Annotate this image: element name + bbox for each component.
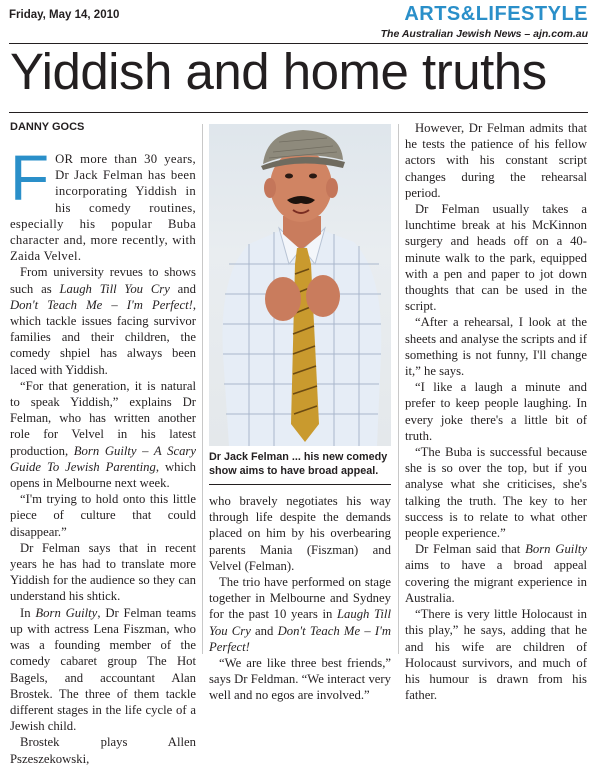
headline-rule — [9, 112, 588, 113]
paragraph: In Born Guilty, Dr Felman teams up with actress Lena Fiszman, who was a founding member of the comedy cabaret group The Hot Bagels, and accountant Alan Brostek. The three of them tackle different stages in the life cycle of a Jewish child. — [10, 605, 197, 734]
paragraph: “The Buba is successful because she is so over the top, but if you analyse what she criticises, she's talking the truth. The key to her success is to relate to what other people experience.” — [405, 445, 587, 541]
publication-line: The Australian Jewish News – ajn.com.au — [380, 28, 588, 40]
caption-rule — [209, 484, 391, 485]
photo-jack-felman — [209, 124, 391, 446]
column-2 — [209, 493, 391, 704]
man-portrait-illustration — [209, 124, 391, 446]
paragraph: “I'm trying to hold onto this little piece of culture that could disappear.” — [10, 492, 196, 539]
issue-date: Friday, May 14, 2010 — [9, 9, 120, 21]
paragraph: who bravely negotiates his way through life despite the demands placed on him by his overbearing parents Mania (Fiszman) and Velvel (Felman). — [209, 494, 391, 573]
paragraph: Dr Felman usually takes a lunchtime break at his McKinnon surgery and heads off on a 40-minute walk to the park, equipped with a pen and paper to jot down thoughts that can be used in the script. — [405, 202, 587, 314]
paragraph: From university revues to shows such as Laugh Till You Cry and Don't Teach Me – I'm Perfect!, which tackle issues facing survivor families and their children, the comedy shpiel has always been laced with Yiddish. — [10, 265, 196, 377]
paragraph: Dr Felman says that in recent years he has had to translate more Yiddish for the audience so they can understand his shtick. — [10, 540, 196, 604]
paragraph: However, Dr Felman admits that he tests the patience of his fellow actors with his constant script changes during the rehearsal period. — [405, 121, 587, 200]
paragraph: “After a rehearsal, I look at the sheets and analyse the scripts and if something is not funny, I'll change it,” he says. — [405, 315, 587, 379]
column-divider — [202, 124, 203, 654]
paragraph: Brostek plays Allen Pszeszekowski, — [10, 735, 196, 766]
lead-paragraph — [10, 142, 196, 264]
column-divider — [398, 124, 399, 654]
drop-cap: F — [10, 142, 50, 214]
section-title: ARTS&LIFESTYLE — [404, 3, 588, 25]
photo-caption: Dr Jack Felman ... his new comedy show aims to have broad appeal. — [209, 451, 388, 477]
paragraph: “We are like three best friends,” says Dr Feldman. “We interact very well and no egos are involved.” — [209, 656, 391, 703]
headline: Yiddish and home truths — [10, 43, 547, 100]
column-1 — [10, 142, 197, 767]
paragraph: “I like a laugh a minute and prefer to keep people laughing. In every joke there's a little bit of truth. — [405, 380, 587, 443]
paragraph: Dr Felman said that Born Guilty aims to have a broad appeal covering the migrant experience in Australia. — [405, 542, 587, 605]
lead-text: OR more than 30 years, Dr Jack Felman has been incorporating Yiddish in his comedy routines, especially his popular Buba character and, more recently, with Zaida Velvel. — [10, 152, 196, 264]
paragraph: “For that generation, it is natural to speak Yiddish,” explains Dr Felman, who has written another role for Velvel in his latest production, Born Guilty – A Scary Guide To Jewish Parenting, which opens in Melbourne next week. — [10, 378, 196, 491]
paragraph: “There is very little Holocaust in this play,” he says, adding that he and his wife are children of Holocaust survivors, and much of his humour is drawn from his father. — [405, 607, 587, 703]
paragraph: The trio have performed on stage together in Melbourne and Sydney for the past 10 years in Laugh Till You Cry and Don't Teach Me – I'm Perfect! — [209, 575, 392, 654]
byline: DANNY GOCS — [10, 121, 85, 133]
column-3 — [405, 120, 587, 703]
